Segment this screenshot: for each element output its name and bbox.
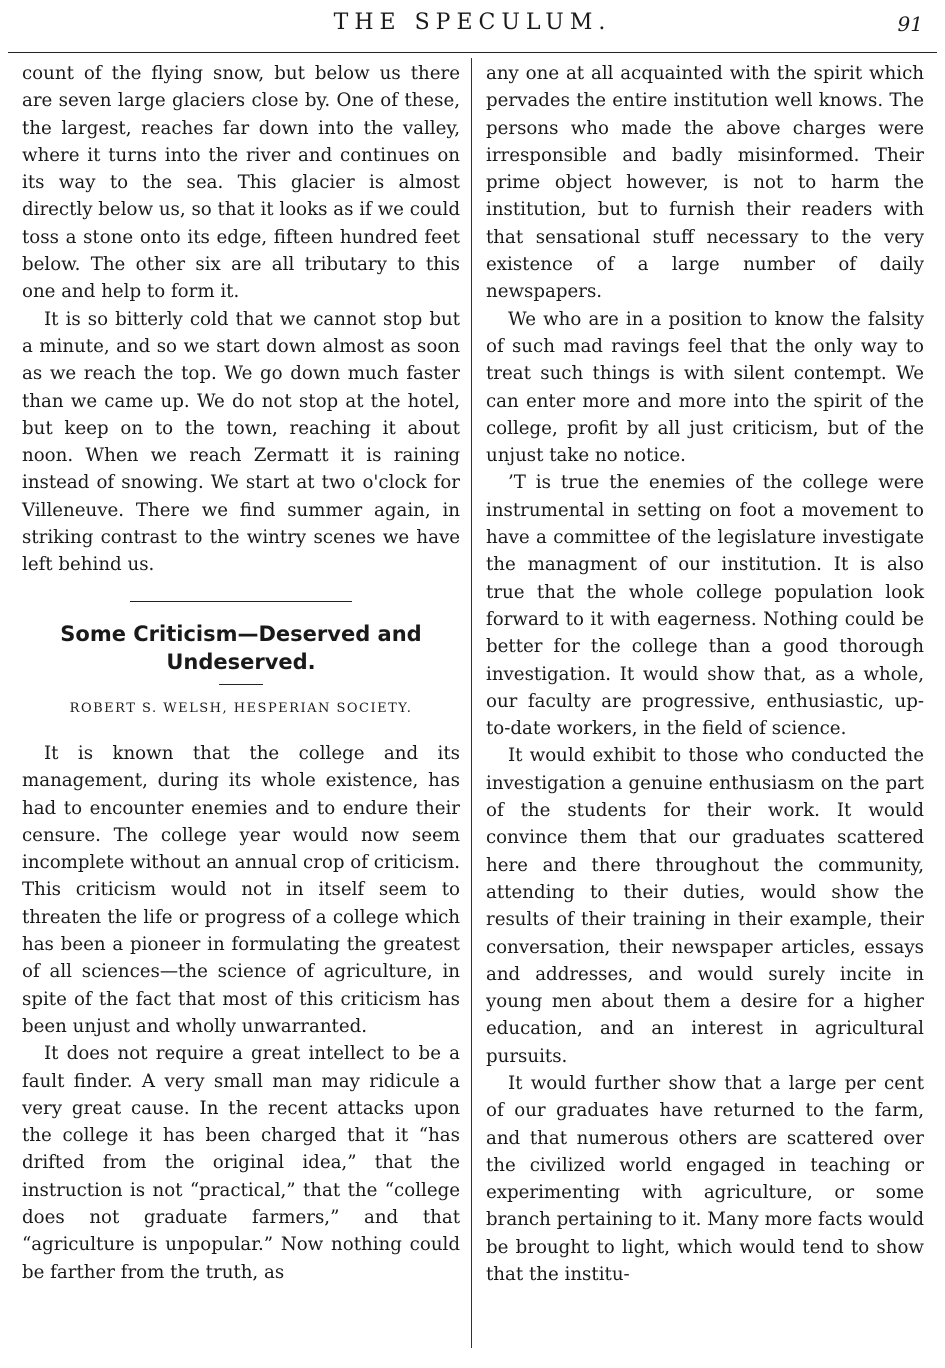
paragraph: It would exhibit to those who conducted the investigation a genuine enthusiasm on the part of the students for their work. It would convince them that our graduates scattered here and there throughout the community, attending to their duties, would show the results of their training in their example, their conversation, their newspaper articles, essays and addresses, and would surely incite in young men about them a desire for a higher education, and an interest in agricultural pursuits. bbox=[486, 745, 924, 1067]
right-column bbox=[486, 60, 924, 1288]
paragraph: ’T is true the enemies of the college were instrumental in setting on foot a movement to have a committee of the legislature investigate the managment of our institution. It is also true that the whole college population look forward to it with eagerness. Nothing could be better for the college than a good thorough investigation. It would show that, as a whole, our faculty are progressive, enthusiastic, up-to-date workers, in the field of science. bbox=[486, 472, 924, 740]
paragraph: any one at all acquainted with the spirit which pervades the entire institution well knows. The persons who made the above charges were irresponsible and badly misinformed. Their prime object however, is not to harm the institution, but to furnish their readers with that sensational stuff necessary to the very existence of a large number of daily newspapers. bbox=[486, 63, 924, 303]
paragraph: It is known that the college and its management, during its whole existence, has had to encounter enemies and to endure their censure. The college year would now seem incomplete without an annual crop of criticism. This criticism would not in itself seem to threaten the life or progress of a college which has been a pioneer in formulating the greatest of all sciences—the science of agriculture, in spite of the fact that most of this criticism has been unjust and wholly unwarranted. bbox=[22, 742, 460, 1037]
paragraph: We who are in a position to know the falsity of such mad ravings feel that the only way to treat such things is with silent contempt. We can enter more and more into the spirit of the college, profit by all just criticism, but of the unjust take no notice. bbox=[486, 308, 924, 467]
column-divider bbox=[471, 58, 472, 1348]
author-byline: ROBERT S. WELSH, HESPERIAN SOCIETY. bbox=[69, 700, 413, 716]
paragraph: count of the flying snow, but below us there are seven large glaciers close by. One of these, the largest, reaches far down into the valley, where it turns into the river and continues on its way to the sea. This glacier is almost directly below us, so that it looks as if we could toss a stone onto its edge, fifteen hundred feet below. The other six are all tributary to this one and help to form it. bbox=[22, 63, 460, 303]
paragraph: It is so bitterly cold that we cannot stop but a minute, and so we start down almost as soon as we reach the top. We go down much faster than we came up. We do not stop at the hotel, but keep on to the town, reaching it about noon. When we reach Zermatt it is raining instead of snowing. We start at two o'clock for Villeneuve. There we find summer again, in striking contrast to the wintry scenes we have left behind us. bbox=[22, 308, 460, 576]
title-underline bbox=[219, 684, 263, 685]
page-number: 91 bbox=[897, 12, 923, 36]
running-title: THE SPECULUM. bbox=[333, 10, 612, 35]
paragraph: It does not require a great intellect to be a fault finder. A very small man may ridicule a very great cause. In the recent attacks upon the college it has been charged that it “has drifted from the original idea,” that the instruction is not “practical,” that the “college does not graduate farmers,” and that “agriculture is unpopular.” Now nothing could be farther from the truth, as bbox=[22, 1043, 460, 1283]
paragraph: It would further show that a large per cent of our graduates have returned to the farm, and that numerous others are scattered over the civilized world engaged in teaching or experimenting with agriculture, or some branch pertaining to it. Many more facts would be brought to light, which would tend to show that the institu- bbox=[486, 1072, 924, 1286]
left-column bbox=[22, 60, 460, 1286]
section-divider bbox=[130, 601, 352, 602]
article-title: Some Criticism—Deserved and Undeserved. bbox=[60, 621, 422, 674]
header-rule bbox=[8, 52, 937, 53]
page-header bbox=[0, 4, 945, 40]
